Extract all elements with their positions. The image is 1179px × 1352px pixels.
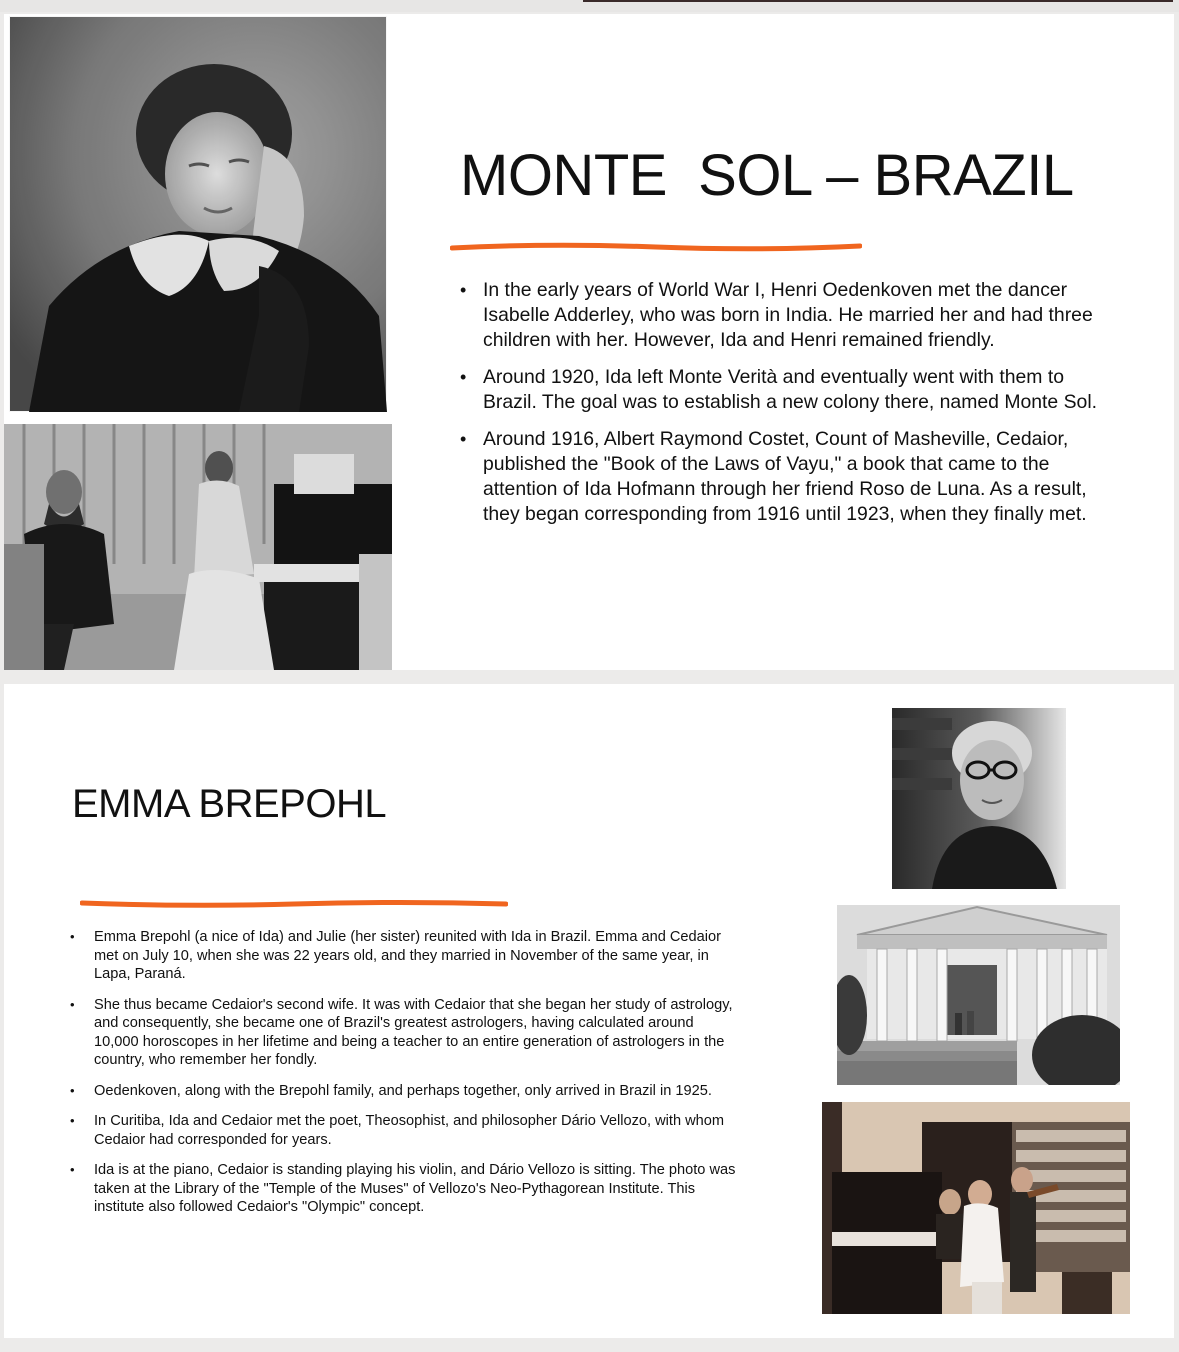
top-edge-sliver: [583, 0, 1173, 2]
bullet-item: • Around 1916, Albert Raymond Costet, Count of Masheville, Cedaior, published the "Book of the Laws of Vayu," a book that came to the attention of Ida Hofmann through her friend Roso de Luna. As a result, they began corresponding from 1916 until 1923, when they finally met.: [460, 427, 1120, 527]
temple-building-photo: [837, 905, 1120, 1085]
piano-room-photo: [4, 424, 392, 670]
bullet-item: • She thus became Cedaior's second wife. It was with Cedaior that she began her study of astrology, and consequently, she became one of Brazil's greatest astrologers, having calculated around 10,000 horoscopes in her lifetime and being a teacher to an entire generation of astrologers in the country, who remember her fondly.: [70, 996, 740, 1070]
bullet-item: • Oedenkoven, along with the Brepohl family, and perhaps together, only arrived in Brazil in 1925.: [70, 1082, 740, 1101]
bullet-item: • Around 1920, Ida left Monte Verità and eventually went with them to Brazil. The goal was to establish a new colony there, named Monte Sol.: [460, 365, 1120, 415]
bullet-item: • In Curitiba, Ida and Cedaior met the poet, Theosophist, and philosopher Dário Vellozo, with whom Cedaior had corresponded for years.: [70, 1112, 740, 1149]
slide-title: EMMA BREPOHL: [72, 782, 387, 826]
slide-monte-sol: [4, 14, 1174, 670]
window-top-edge: [0, 0, 1179, 12]
title-accent-underline: [450, 240, 862, 254]
bullet-item: • In the early years of World War I, Henri Oedenkoven met the dancer Isabelle Adderley, who was born in India. He married her and had three children with her. However, Ida and Henri remained friendly.: [460, 278, 1120, 353]
title-accent-underline: [80, 896, 508, 910]
slide-emma-brepohl: [4, 684, 1174, 1338]
bullet-list: [70, 928, 740, 1229]
portrait-photo-ida: [9, 16, 387, 412]
portrait-photo-emma: [892, 708, 1066, 889]
slide-title: MONTE SOL – BRAZIL: [460, 143, 1074, 208]
bullet-item: • Emma Brepohl (a nice of Ida) and Julie (her sister) reunited with Ida in Brazil. Emma and Cedaior met on July 10, when she was 22 years old, and they married in November of the same year, in Lapa, Paraná.: [70, 928, 740, 984]
bullet-item: • Ida is at the piano, Cedaior is standing playing his violin, and Dário Vellozo is sitting. The photo was taken at the Library of the "Temple of the Muses" of Vellozo's Neo-Pythagorean Institute. This institute also followed Cedaior's "Olympic" concept.: [70, 1161, 740, 1217]
bullet-list: [460, 278, 1120, 539]
library-piano-violin-photo: [822, 1102, 1130, 1314]
